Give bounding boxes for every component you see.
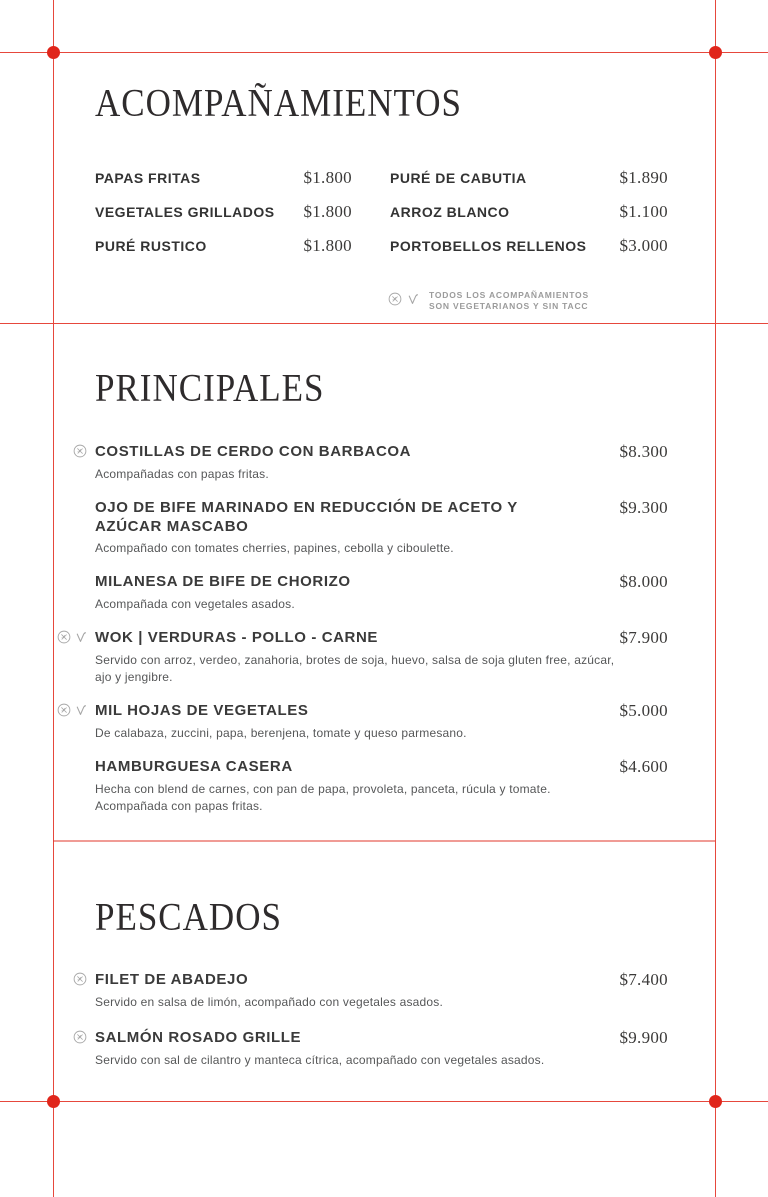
menu-item — [95, 442, 668, 483]
item-description: Servido en salsa de limón, acompañado con vegetales asados. — [95, 995, 444, 1009]
item-name: WOK | VERDURAS - POLLO - CARNE — [95, 629, 379, 646]
item-head — [95, 498, 668, 536]
menu-item — [95, 628, 668, 686]
registration-dot-top-right — [709, 46, 722, 59]
item-name: OJO DE BIFE MARINADO EN REDUCCIÓN DE ACETO Y AZÚCAR MASCABO — [95, 499, 518, 535]
side-item-price: $1.890 — [619, 168, 668, 187]
item-description: Acompañadas con papas fritas. — [95, 467, 269, 481]
registration-dot-top-left — [47, 46, 60, 59]
menu-item — [95, 970, 668, 1011]
section-title-principales: PRINCIPALES — [95, 365, 325, 410]
note-line-2: SON VEGETARIANOS Y SIN TACC — [429, 301, 589, 311]
item-head — [95, 701, 668, 721]
section-title-acompanamientos: ACOMPAÑAMIENTOS — [95, 80, 463, 125]
item-description: Acompañada con vegetales asados. — [95, 597, 295, 611]
registration-dot-bottom-left — [47, 1095, 60, 1108]
item-price: $7.400 — [619, 970, 668, 989]
item-price: $4.600 — [619, 757, 668, 776]
item-head — [95, 1028, 668, 1048]
item-name: COSTILLAS DE CERDO CON BARBACOA — [95, 443, 412, 460]
item-icons — [53, 972, 87, 991]
side-item-name: PORTOBELLOS RELLENOS — [390, 238, 587, 254]
sides-grid — [95, 168, 668, 270]
side-item — [95, 202, 352, 222]
item-description: De calabaza, zuccini, papa, berenjena, tomate y queso parmesano. — [95, 726, 467, 740]
item-price: $8.300 — [619, 442, 668, 461]
menu-content — [95, 0, 668, 1084]
vegetarian-icon — [74, 703, 87, 722]
note-icons — [388, 290, 419, 311]
item-head — [95, 572, 668, 592]
side-item-price: $1.800 — [303, 236, 352, 255]
gluten-free-icon — [388, 292, 402, 311]
menu-item — [95, 1028, 668, 1069]
item-head — [95, 628, 668, 648]
vegetarian-icon — [406, 292, 419, 311]
item-name: MILANESA DE BIFE DE CHORIZO — [95, 573, 351, 590]
item-icons — [53, 1030, 87, 1049]
menu-item — [95, 701, 668, 742]
menu-item — [95, 572, 668, 613]
side-item-name: PURÉ RUSTICO — [95, 238, 207, 254]
item-name: SALMÓN ROSADO GRILLE — [95, 1029, 302, 1046]
item-price: $8.000 — [619, 572, 668, 591]
item-name: MIL HOJAS DE VEGETALES — [95, 702, 309, 719]
item-price: $9.300 — [619, 498, 668, 517]
menu-item — [95, 498, 668, 557]
menu-item — [95, 757, 668, 815]
side-item — [390, 168, 668, 188]
gluten-free-icon — [73, 444, 87, 463]
item-price: $7.900 — [619, 628, 668, 647]
item-price: $9.900 — [619, 1028, 668, 1047]
item-description: Hecha con blend de carnes, con pan de papa, provoleta, panceta, rúcula y tomate. Acompañada con papas fritas. — [95, 782, 551, 813]
item-icons — [53, 630, 87, 649]
guide-vertical-left — [53, 0, 54, 1197]
side-item — [390, 236, 668, 256]
gluten-free-icon — [57, 630, 71, 649]
gluten-free-icon — [73, 1030, 87, 1049]
guide-vertical-right — [715, 0, 716, 1197]
side-item-price: $1.800 — [303, 202, 352, 221]
vegetarian-gluten-note — [388, 290, 668, 312]
item-description: Servido con sal de cilantro y manteca cítrica, acompañado con vegetales asados. — [95, 1053, 545, 1067]
item-name: HAMBURGUESA CASERA — [95, 758, 293, 775]
side-item — [95, 236, 352, 256]
side-item-name: VEGETALES GRILLADOS — [95, 204, 275, 220]
item-head — [95, 970, 668, 990]
side-item — [95, 168, 352, 188]
gluten-free-icon — [73, 972, 87, 991]
item-name: FILET DE ABADEJO — [95, 971, 249, 988]
note-line-1: TODOS LOS ACOMPAÑAMIENTOS — [429, 290, 589, 300]
pescados-items — [95, 970, 668, 1069]
side-item — [390, 202, 668, 222]
gluten-free-icon — [57, 703, 71, 722]
side-item-name: PURÉ DE CABUTIA — [390, 170, 527, 186]
side-item-price: $1.100 — [619, 202, 668, 221]
sides-column-left — [95, 168, 352, 270]
item-description: Servido con arroz, verdeo, zanahoria, brotes de soja, huevo, salsa de soja gluten free, azúcar, ajo y jengibre. — [95, 653, 615, 684]
side-item-price: $3.000 — [619, 236, 668, 255]
side-item-name: ARROZ BLANCO — [390, 204, 510, 220]
section-title-pescados: PESCADOS — [95, 894, 282, 939]
side-item-name: PAPAS FRITAS — [95, 170, 201, 186]
vegetarian-icon — [74, 630, 87, 649]
item-icons — [53, 444, 87, 463]
sides-column-right — [390, 168, 668, 270]
side-item-price: $1.800 — [303, 168, 352, 187]
note-text — [429, 290, 589, 312]
item-icons — [53, 703, 87, 722]
item-head — [95, 442, 668, 462]
registration-dot-bottom-right — [709, 1095, 722, 1108]
guide-horizontal-bottom — [0, 1101, 768, 1102]
item-head — [95, 757, 668, 777]
item-description: Acompañado con tomates cherries, papines, cebolla y ciboulette. — [95, 541, 454, 555]
principales-items — [95, 442, 668, 815]
item-price: $5.000 — [619, 701, 668, 720]
